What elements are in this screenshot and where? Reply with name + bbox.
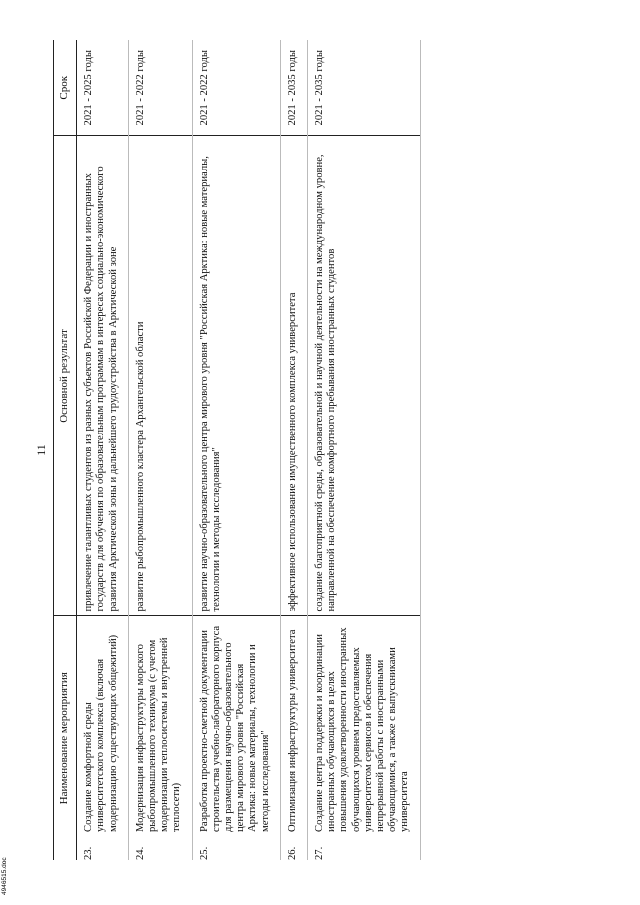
header-name: Наименование мероприятия — [54, 616, 77, 860]
term: 2021 - 2022 годы — [192, 40, 280, 136]
table-row — [308, 40, 421, 860]
row-number: 27. — [308, 836, 421, 860]
header-term: Срок — [54, 40, 77, 136]
main-result: привлечение талантливых студентов из разных субъектов Российской Федерации и иностранных государств для обучения по образовательным программам в интересах социально-экономического развития Арктической зоны и дальнейшего трудоустройства в Арктической зоне — [77, 136, 129, 616]
activity-name: Модернизация инфраструктуры морского рыбопромышленного техникума (с учетом модернизации теплосистемы и внутренней теплосети) — [128, 616, 192, 836]
main-result: развитие научно-образовательного центра мирового уровня "Российская Арктика: новые материалы, технологии и методы исследования" — [192, 136, 280, 616]
row-number: 23. — [77, 836, 129, 860]
activity-name: Создание центра поддержки и координации иностранных обучающихся в целях повышения удовлетворенности иностранных обучающихся уровнем предоставляемых университетом сервисов и обеспечения непрерывной работы с иностранными обучающимися, а также с выпускниками университета — [308, 616, 421, 836]
main-result: эффективное использование имущественного комплекса университета — [280, 136, 307, 616]
activity-name: Разработка проектно-сметной документации строительства учебно-лабораторного корпуса для размещения научно-образовательного центра мирового уровня "Российская Арктика: новые материалы, технологии и методы исследования" — [192, 616, 280, 836]
table-row — [192, 40, 280, 860]
table-header-row — [54, 40, 77, 860]
activity-name: Оптимизация инфраструктуры университета — [280, 616, 307, 836]
document-id: 4946515.doc — [1, 857, 8, 895]
table-row — [280, 40, 307, 860]
landscape-page — [35, 40, 625, 860]
term: 2021 - 2035 годы — [280, 40, 307, 136]
activities-table — [53, 40, 421, 860]
rotated-content — [35, 40, 625, 860]
main-result: создание благоприятной среды, образовательной и научной деятельности на международном уровне, направленной на обеспечение комфортного пребывания иностранных студентов — [308, 136, 421, 616]
row-number: 24. — [128, 836, 192, 860]
table-row — [128, 40, 192, 860]
term: 2021 - 2035 годы — [308, 40, 421, 136]
page-number: 11 — [34, 444, 48, 456]
term: 2021 - 2025 годы — [77, 40, 129, 136]
main-result: развитие рыбопромышленного кластера Архангельской области — [128, 136, 192, 616]
row-number: 26. — [280, 836, 307, 860]
activity-name: Создание комфортной среды университетского комплекса (включая модернизацию существующих общежитий) — [77, 616, 129, 836]
table-row — [77, 40, 129, 860]
row-number: 25. — [192, 836, 280, 860]
header-result: Основной результат — [54, 136, 77, 616]
term: 2021 - 2022 годы — [128, 40, 192, 136]
